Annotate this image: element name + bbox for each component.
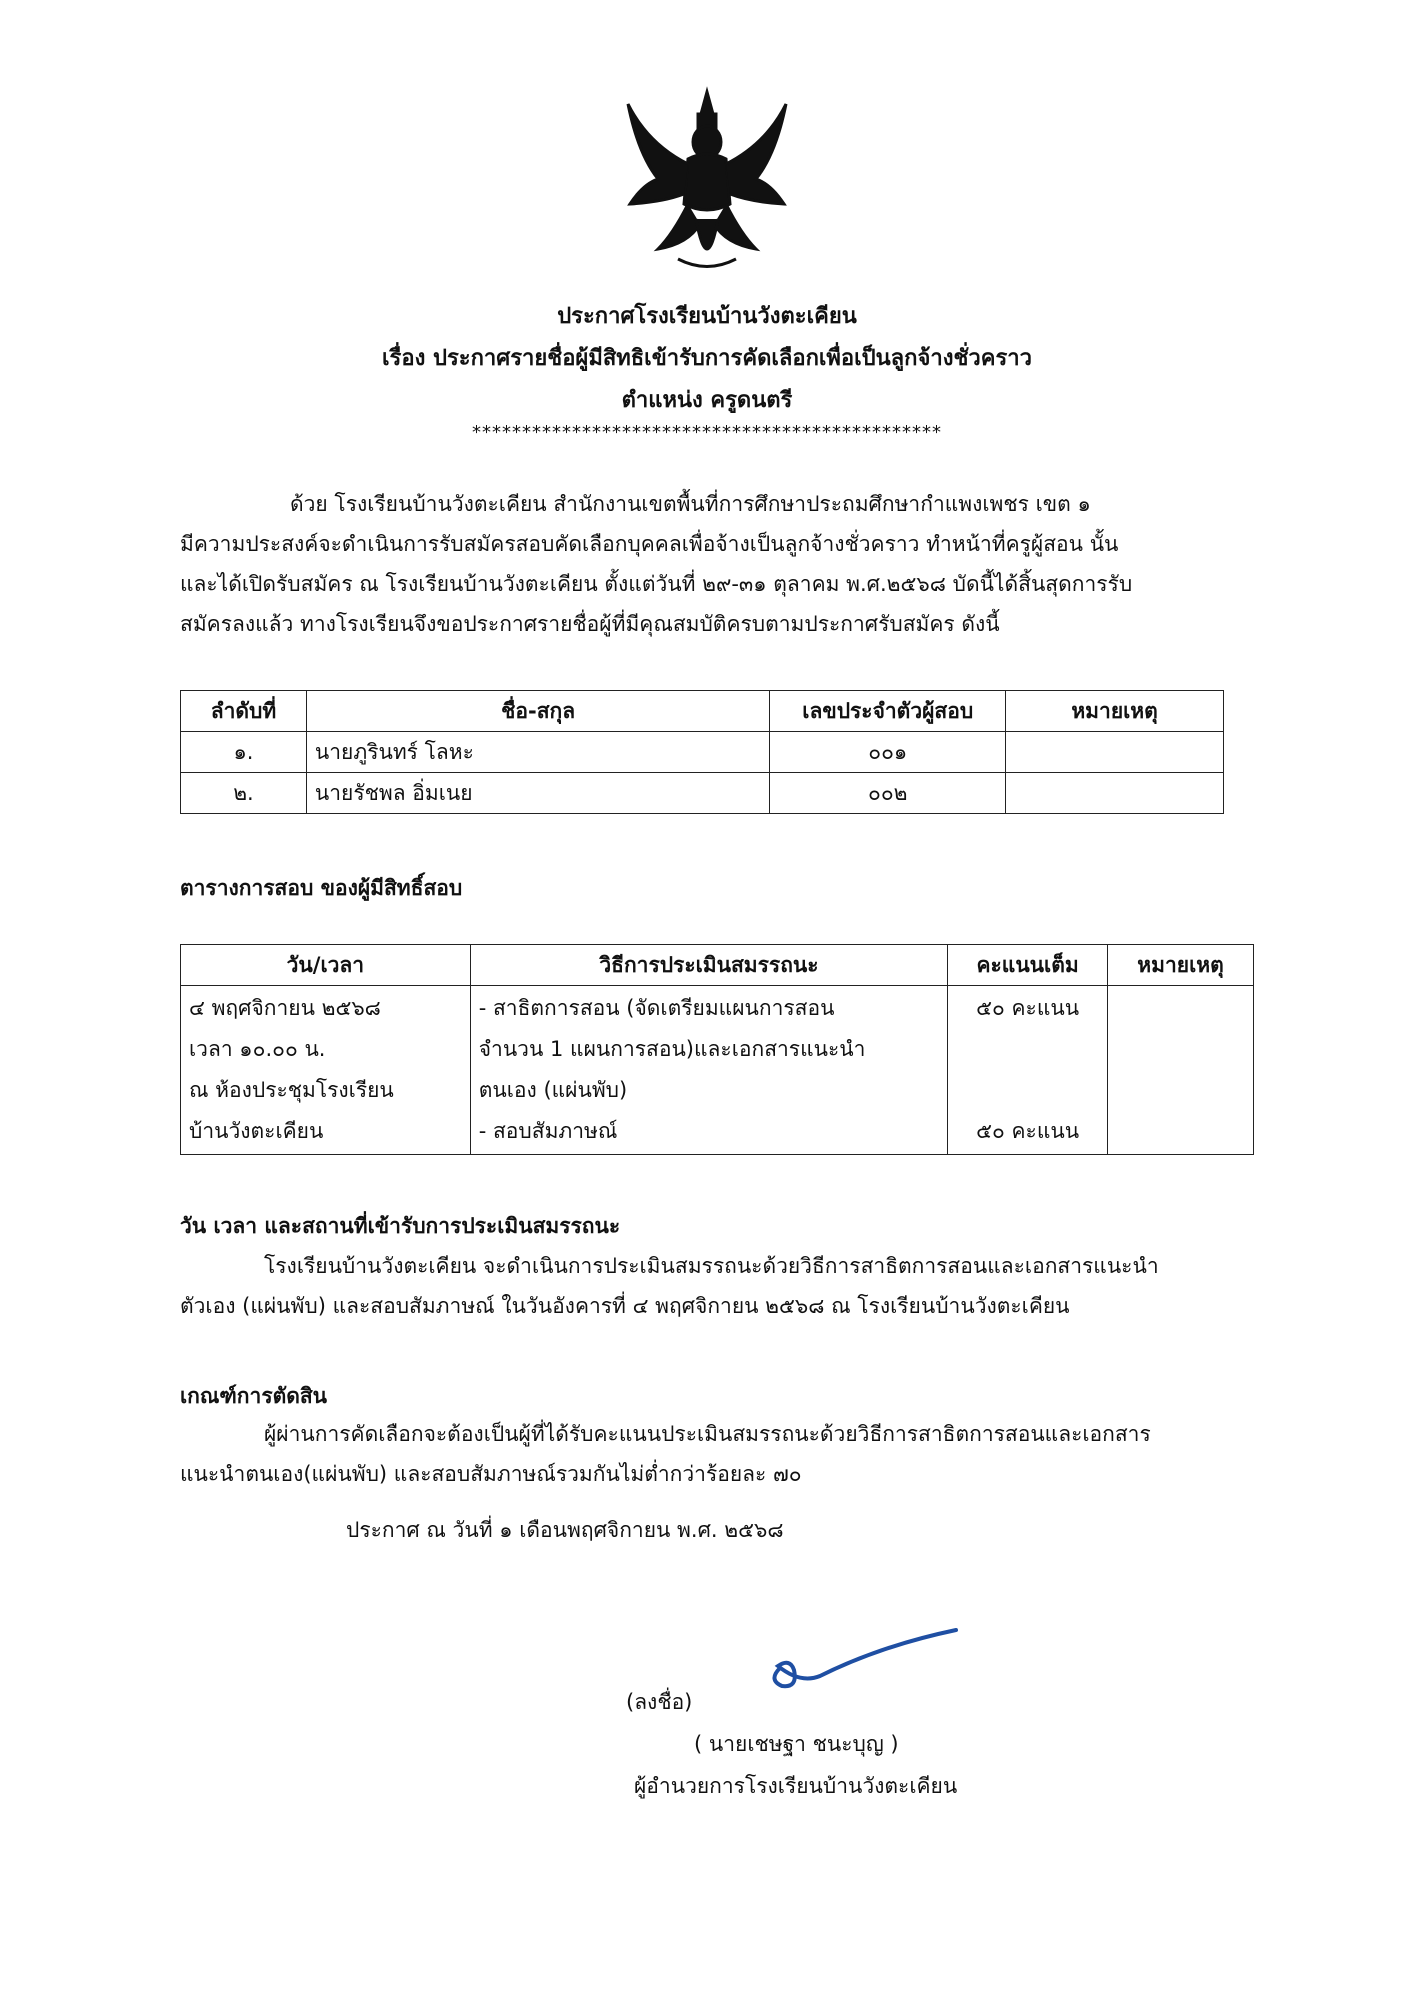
table-row xyxy=(181,773,1224,814)
table-header-row xyxy=(181,945,1254,986)
criteria-heading: เกณฑ์การตัดสิน xyxy=(180,1384,328,1408)
announcement-subject: เรื่อง ประกาศรายชื่อผู้มีสิทธิเข้ารับการคัดเลือกเพื่อเป็นลูกจ้างชั่วคราว xyxy=(382,346,1032,371)
venue-heading: วัน เวลา และสถานที่เข้ารับการประเมินสมรรถนะ xyxy=(180,1214,621,1238)
garuda-emblem-icon xyxy=(618,84,796,284)
signer-name: ( นายเชษฐา ชนะบุญ ) xyxy=(694,1732,899,1756)
intro-line: และได้เปิดรับสมัคร ณ โรงเรียนบ้านวังตะเคียน ตั้งแต่วันที่ ๒๙-๓๑ ตุลาคม พ.ศ.๒๕๖๘ บัดนี้ได้สิ้นสุดการรับ xyxy=(180,572,1133,596)
column-header: คะแนนเต็ม xyxy=(948,945,1108,986)
method-line: ตนเอง (แผ่นพับ) xyxy=(478,1078,628,1102)
announce-date: ประกาศ ณ วันที่ ๑ เดือนพฤศจิกายน พ.ศ. ๒๕๖๘ xyxy=(346,1518,784,1542)
score-value: ๕๐ คะแนน xyxy=(976,1119,1080,1143)
column-header: หมายเหตุ xyxy=(1108,945,1254,986)
candidate-number: ๒. xyxy=(181,773,307,814)
candidate-name: นายรัชพล อิ่มเนย xyxy=(306,773,769,814)
score-value: ๕๐ คะแนน xyxy=(976,996,1080,1020)
column-header: หมายเหตุ xyxy=(1006,691,1224,732)
candidates-table xyxy=(180,690,1224,814)
venue-line: ตัวเอง (แผ่นพับ) และสอบสัมภาษณ์ ในวันอังคารที่ ๔ พฤศจิกายน ๒๕๖๘ ณ โรงเรียนบ้านวังตะเคียน xyxy=(180,1294,1070,1318)
schedule-methods xyxy=(470,986,947,1155)
table-row xyxy=(181,986,1254,1155)
intro-paragraph xyxy=(180,484,1230,644)
candidate-id: ๐๐๒ xyxy=(770,773,1006,814)
method-line: - สาธิตการสอน (จัดเตรียมแผนการสอน xyxy=(478,996,835,1020)
column-header: วิธีการประเมินสมรรถนะ xyxy=(470,945,947,986)
column-header: ลำดับที่ xyxy=(181,691,307,732)
method-line: จำนวน 1 แผนการสอน)และเอกสารแนะนำ xyxy=(478,1037,866,1061)
criteria-line: แนะนำตนเอง(แผ่นพับ) และสอบสัมภาษณ์รวมกันไม่ต่ำกว่าร้อยละ ๗๐ xyxy=(180,1462,802,1486)
schedule-table xyxy=(180,944,1254,1155)
position-title: ตำแหน่ง ครูดนตรี xyxy=(621,388,793,413)
venue-line: โรงเรียนบ้านวังตะเคียน จะดำเนินการประเมินสมรรถนะด้วยวิธีการสาธิตการสอนและเอกสารแนะนำ xyxy=(264,1254,1159,1278)
separator-line: *********************************************** xyxy=(472,422,942,443)
candidate-number: ๑. xyxy=(181,732,307,773)
table-header-row xyxy=(181,691,1224,732)
datetime-line: ณ ห้องประชุมโรงเรียน xyxy=(189,1078,394,1102)
column-header: เลขประจำตัวผู้สอบ xyxy=(770,691,1006,732)
intro-line: ด้วย โรงเรียนบ้านวังตะเคียน สำนักงานเขตพื้นที่การศึกษาประถมศึกษากำแพงเพชร เขต ๑ xyxy=(290,492,1091,516)
candidate-name: นายภูรินทร์ โลหะ xyxy=(306,732,769,773)
schedule-scores xyxy=(948,986,1108,1155)
datetime-line: ๔ พฤศจิกายน ๒๕๖๘ xyxy=(189,996,381,1020)
announcement-title: ประกาศโรงเรียนบ้านวังตะเคียน xyxy=(557,304,857,329)
intro-line: สมัครลงแล้ว ทางโรงเรียนจึงขอประกาศรายชื่อผู้ที่มีคุณสมบัติครบตามประกาศรับสมัคร ดังนี้ xyxy=(180,612,1000,636)
column-header: ชื่อ-สกุล xyxy=(306,691,769,732)
sign-label: (ลงชื่อ) xyxy=(626,1690,693,1714)
schedule-heading: ตารางการสอบ ของผู้มีสิทธิ์สอบ xyxy=(180,876,463,900)
candidate-note xyxy=(1006,773,1224,814)
column-header: วัน/เวลา xyxy=(181,945,471,986)
datetime-line: บ้านวังตะเคียน xyxy=(189,1119,324,1143)
candidate-id: ๐๐๑ xyxy=(770,732,1006,773)
candidate-note xyxy=(1006,732,1224,773)
table-row xyxy=(181,732,1224,773)
venue-paragraph xyxy=(180,1246,1230,1326)
schedule-note xyxy=(1108,986,1254,1155)
signature-mark xyxy=(760,1618,960,1698)
schedule-datetime xyxy=(181,986,471,1155)
datetime-line: เวลา ๑๐.๐๐ น. xyxy=(189,1037,326,1061)
criteria-line: ผู้ผ่านการคัดเลือกจะต้องเป็นผู้ที่ได้รับคะแนนประเมินสมรรถนะด้วยวิธีการสาธิตการสอนและเอกสาร xyxy=(264,1422,1151,1446)
signer-title: ผู้อำนวยการโรงเรียนบ้านวังตะเคียน xyxy=(634,1774,958,1798)
intro-line: มีความประสงค์จะดำเนินการรับสมัครสอบคัดเลือกบุคคลเพื่อจ้างเป็นลูกจ้างชั่วคราว ทำหน้าที่ครูผู้สอน นั้น xyxy=(180,532,1119,556)
criteria-paragraph xyxy=(180,1414,1230,1494)
method-line: - สอบสัมภาษณ์ xyxy=(478,1119,618,1143)
